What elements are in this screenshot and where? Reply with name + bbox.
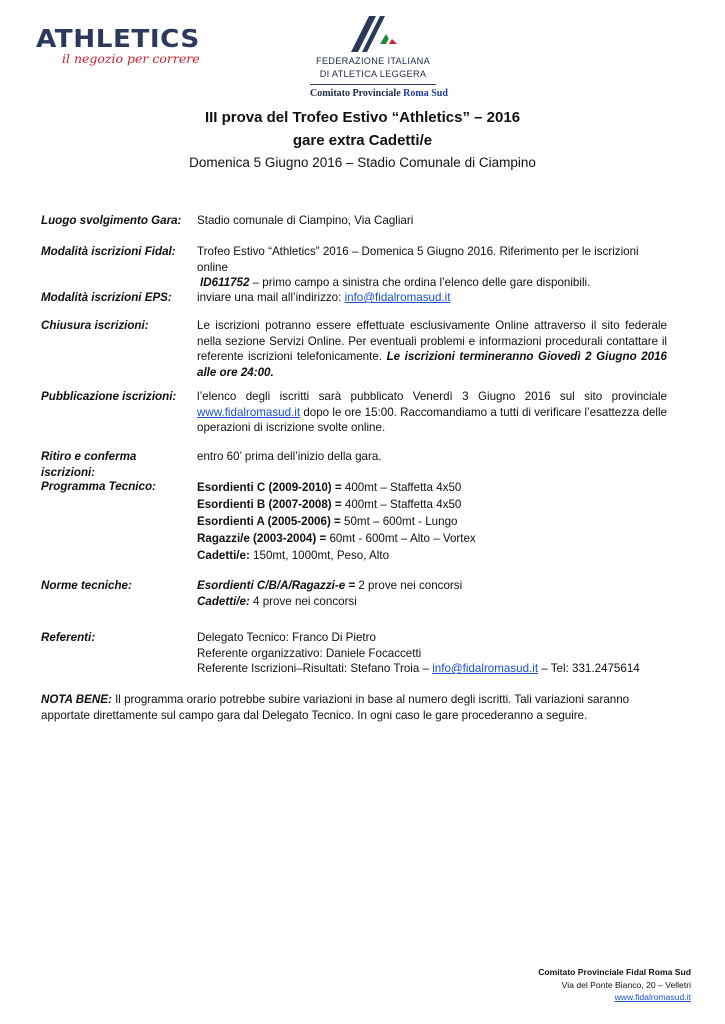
nota-label: NOTA BENE: <box>41 693 112 706</box>
fidal-committee-b: Roma Sud <box>403 88 448 99</box>
eps-text: inviare una mail all’indirizzo: <box>197 291 345 304</box>
pubblicazione-site-link[interactable]: www.fidalromasud.it <box>197 405 301 419</box>
label-referenti: Referenti: <box>41 631 96 644</box>
footer-website-link[interactable]: www.fidalromasud.it <box>614 992 691 1002</box>
footer-address: Via del Ponte Bianco, 20 – Velletri <box>561 979 691 990</box>
norme-line2: Cadetti/e: 4 prove nei concorsi <box>197 594 357 608</box>
programma-item: Cadetti/e: 150mt, 1000mt, Peso, Alto <box>197 549 390 562</box>
value-modalita-fidal <box>197 244 667 291</box>
nota-bene <box>41 692 667 723</box>
title-line-2: gare extra Cadetti/e <box>292 132 433 149</box>
fidal-committee <box>310 84 448 99</box>
programma-item: Esordienti A (2005-2006) = 50mt – 600mt - Lungo <box>197 515 458 528</box>
value-referenti <box>197 630 667 677</box>
eps-email-link[interactable]: info@fidalromasud.it <box>344 291 451 304</box>
label-luogo: Luogo svolgimento Gara: <box>41 214 182 227</box>
fidal-committee-a: Comitato Provinciale <box>310 88 401 99</box>
label-modalita-fidal: Modalità iscrizioni Fidal: <box>41 245 176 258</box>
referente-tecnico: Delegato Tecnico: Franco Di Pietro <box>197 631 376 644</box>
label-chiusura: Chiusura iscrizioni: <box>41 319 149 332</box>
fidal-line1: Trofeo Estivo “Athletics” 2016 – Domenica 5 Giugno 2016. Riferimento per le iscrizioni online <box>197 245 639 274</box>
programma-item: Esordienti C (2009-2010) = 400mt – Staffetta 4x50 <box>197 481 462 494</box>
value-modalita-eps <box>197 290 667 306</box>
athletics-logo-tagline: il negozio per correre <box>62 51 200 66</box>
label-programma: Programma Tecnico: <box>41 480 156 493</box>
fidal-emblem-icon <box>345 14 401 54</box>
label-pubblicazione: Pubblicazione iscrizioni: <box>41 390 177 403</box>
footer-org: Comitato Provinciale Fidal Roma Sud <box>538 967 691 977</box>
label-norme: Norme tecniche: <box>41 579 132 592</box>
label-modalita-eps: Modalità iscrizioni EPS: <box>41 291 172 304</box>
nota-text: Il programma orario potrebbe subire variazioni in base al numero degli iscritti. Tali variazioni saranno apportate direttamente sul campo gara dal Delegato Tecnico. In ogni caso le gare procederanno a seguire. <box>41 693 630 722</box>
athletics-logo-word: ATHLETICS <box>36 24 200 53</box>
norme-line1: Esordienti C/B/A/Ragazzi-e = 2 prove nei concorsi <box>197 579 463 592</box>
label-ritiro: Ritiro e conferma iscrizioni: <box>41 450 137 479</box>
programma-item: Esordienti B (2007-2008) = 400mt – Staffetta 4x50 <box>197 498 462 511</box>
programma-item: Ragazzi/e (2003-2004) = 60mt - 600mt – Alto – Vortex <box>197 532 476 545</box>
referente-iscrizioni: Referente Iscrizioni–Risultati: Stefano Troia – info@fidalromasud.it – Tel: 331.2475614 <box>197 662 640 675</box>
fidal-code: ID611752 <box>200 276 250 289</box>
fidal-line2-rest: – primo campo a sinistra che ordina l’elenco delle gare disponibili. <box>249 276 591 289</box>
fidal-name-line1: FEDERAZIONE ITALIANA <box>315 56 431 66</box>
title-line-3: Domenica 5 Giugno 2016 – Stadio Comunale di Ciampino <box>189 155 536 170</box>
value-ritiro: entro 60’ prima dell’inizio della gara. <box>197 450 382 463</box>
referenti-email-link[interactable]: info@fidalromasud.it <box>432 662 539 675</box>
value-norme <box>197 578 667 609</box>
value-pubblicazione <box>197 389 667 436</box>
value-chiusura <box>197 318 667 380</box>
page-footer <box>538 966 691 1004</box>
fidal-logo <box>310 14 448 99</box>
pubblicazione-text1: l’elenco degli iscritti sarà pubblicato Venerdì 3 Giugno 2016 sul sito provinciale <box>197 390 667 403</box>
referente-organizzativo: Referente organizzativo: Daniele Focaccetti <box>197 646 422 660</box>
fidal-line2 <box>197 275 667 291</box>
chiusura-text: Le iscrizioni potranno essere effettuate esclusivamente Online attraverso il sito federale nella sezione Servizi Online. Per eventuali problemi e informazioni procedurali contattare il referente iscrizioni telefonicamente. <box>197 319 667 363</box>
document-title <box>0 108 725 172</box>
value-programma <box>197 479 667 564</box>
pubblicazione-text2: dopo le ore 15:00. Raccomandiamo a tutti di verificare l’esattezza delle operazioni di iscrizione svolte online. <box>197 405 667 434</box>
athletics-logo <box>36 26 206 66</box>
value-luogo: Stadio comunale di Ciampino, Via Cagliari <box>197 214 414 227</box>
fidal-name-line2: DI ATLETICA LEGGERA <box>319 69 427 79</box>
chiusura-deadline: Le iscrizioni termineranno Giovedì 2 Giugno 2016 alle ore 24:00. <box>197 350 668 379</box>
title-line-1: III prova del Trofeo Estivo “Athletics” – 2016 <box>204 109 521 126</box>
